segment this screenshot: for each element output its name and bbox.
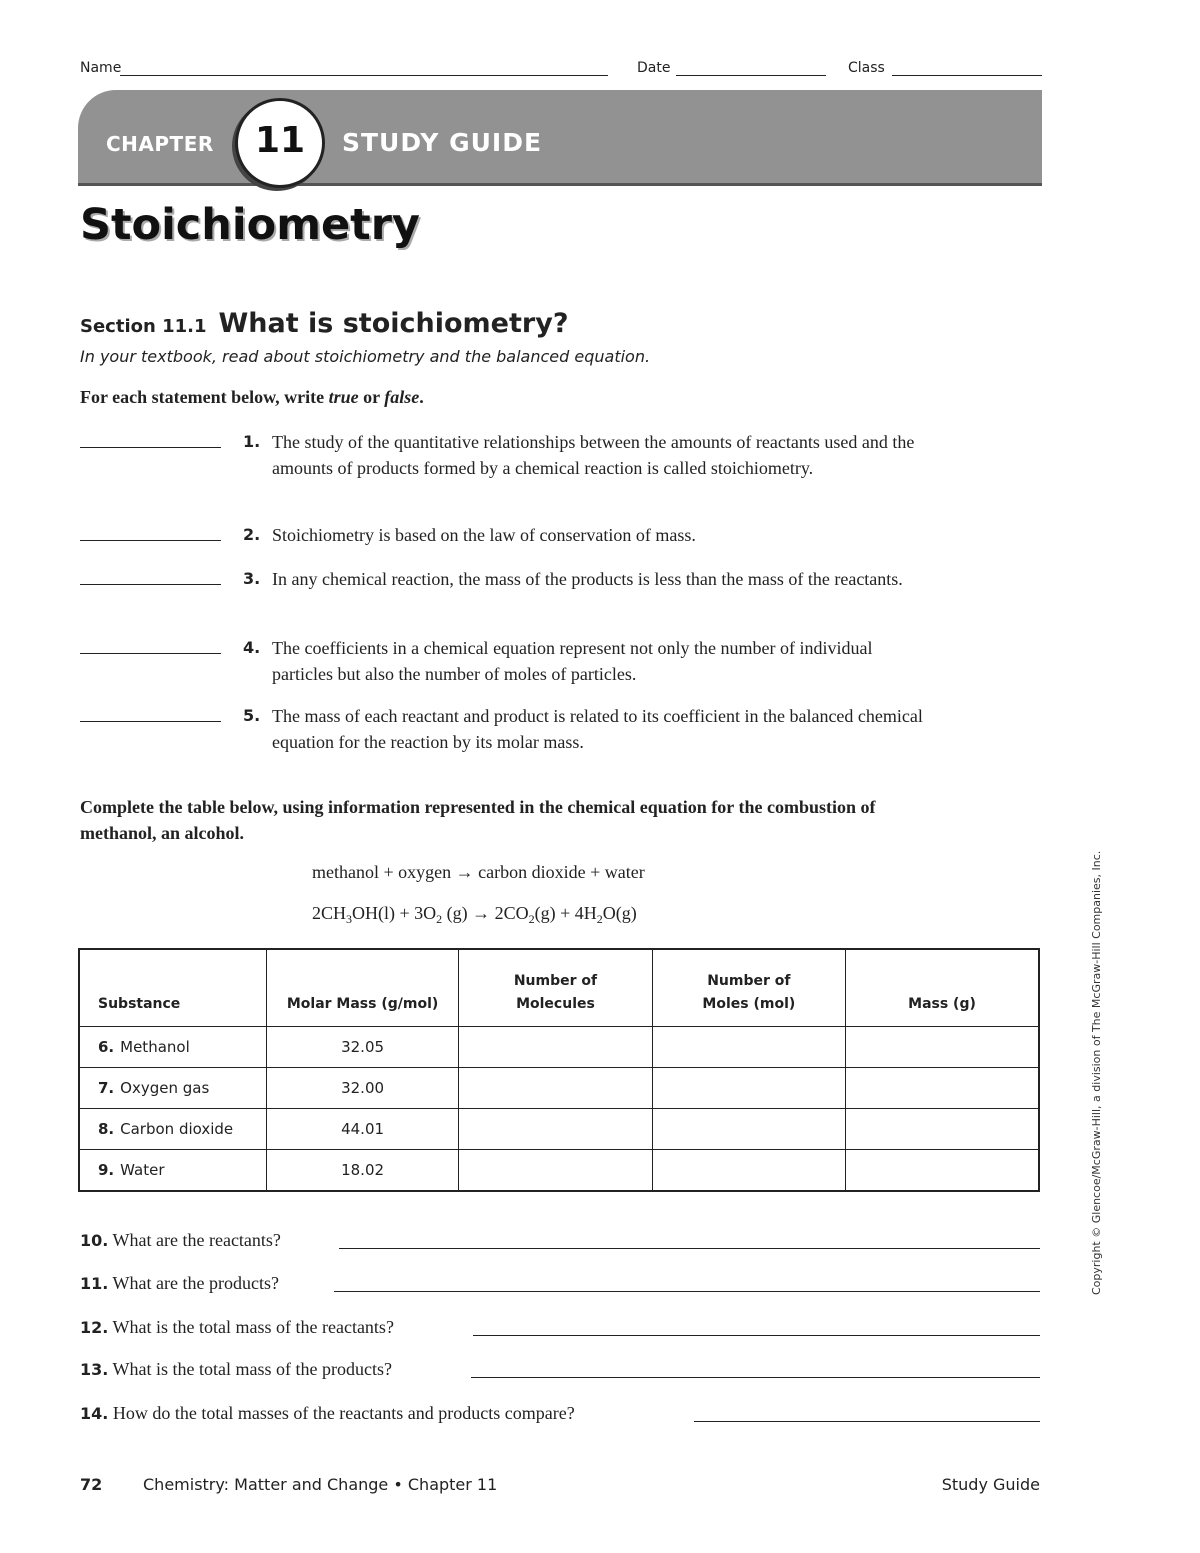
question <box>80 1359 1040 1383</box>
item-number: 1. <box>243 432 261 451</box>
answer-blank[interactable] <box>80 584 221 585</box>
question-number: 12. <box>80 1318 109 1337</box>
row-number: 9. <box>98 1161 115 1179</box>
class-label: Class <box>848 60 885 76</box>
question <box>80 1230 1040 1254</box>
chapter-number: 11 <box>254 120 306 161</box>
molar-mass-cell: 18.02 <box>266 1150 458 1192</box>
eq-part: (g) + 4H <box>534 903 597 923</box>
question-number: 11. <box>80 1274 109 1293</box>
answer-line[interactable] <box>473 1335 1040 1336</box>
class-field[interactable] <box>892 75 1042 76</box>
book-title: Chemistry: Matter and Change • Chapter 11 <box>143 1475 498 1494</box>
molecules-input-cell[interactable] <box>459 1150 652 1192</box>
molecules-input-cell[interactable] <box>459 1109 652 1150</box>
name-label: Name <box>80 60 122 76</box>
header-line: Number of <box>707 973 791 989</box>
substance-cell <box>79 1027 266 1068</box>
tf-false-word: false <box>384 387 420 407</box>
question-text: What are the products? <box>112 1273 279 1293</box>
question-number: 10. <box>80 1231 109 1250</box>
reading-instruction: In your textbook, read about stoichiometry and the balanced equation. <box>80 347 651 366</box>
question <box>80 1273 1040 1297</box>
substance-cell <box>79 1109 266 1150</box>
item-text: The coefficients in a chemical equation represent not only the number of individual particles but also the number of moles of particles. <box>272 638 873 684</box>
eq-part: O(g) <box>602 903 637 923</box>
tf-item <box>80 522 960 548</box>
header-line: Number of <box>513 973 598 989</box>
mass-input-cell[interactable] <box>846 1150 1039 1192</box>
item-number: 5. <box>243 706 261 725</box>
table-row <box>79 1150 1039 1192</box>
copyright-notice: Copyright © Glencoe/McGraw-Hill, a division of The McGraw-Hill Companies, Inc. <box>1090 850 1103 1295</box>
substance-name: Oxygen gas <box>120 1079 210 1097</box>
tf-item <box>80 703 960 755</box>
eq-part: 2CH <box>312 903 347 923</box>
answer-blank[interactable] <box>80 653 221 654</box>
tf-or-word: or <box>358 387 385 407</box>
item-text: Stoichiometry is based on the law of conservation of mass. <box>272 525 696 545</box>
answer-line[interactable] <box>339 1248 1040 1249</box>
header-line: Moles (mol) <box>702 996 796 1012</box>
mass-input-cell[interactable] <box>846 1068 1039 1109</box>
moles-input-cell[interactable] <box>652 1150 845 1192</box>
question <box>80 1317 1040 1341</box>
eq-part: OH(l) + 3O <box>352 903 437 923</box>
mass-input-cell[interactable] <box>846 1109 1039 1150</box>
substance-name: Water <box>120 1161 165 1179</box>
mass-input-cell[interactable] <box>846 1027 1039 1068</box>
tf-item <box>80 429 960 507</box>
row-number: 6. <box>98 1038 115 1056</box>
answer-line[interactable] <box>471 1377 1040 1378</box>
tf-instruction <box>80 387 424 408</box>
header-line: Molecules <box>516 996 595 1012</box>
item-text: The study of the quantitative relationships between the amounts of reactants used and the amounts of products formed by a chemical reaction is called stoichiometry. <box>272 432 915 478</box>
item-text: In any chemical reaction, the mass of the products is less than the mass of the reactants. <box>272 569 903 589</box>
table-row <box>79 1068 1039 1109</box>
answer-line[interactable] <box>334 1291 1040 1292</box>
tf-true-word: true <box>328 387 359 407</box>
page-number: 72 <box>80 1475 103 1494</box>
page-title: Stoichiometry <box>80 200 420 250</box>
date-label: Date <box>637 60 671 76</box>
eq-subscript: 3 <box>346 912 353 926</box>
header-moles <box>652 949 845 1027</box>
item-number: 3. <box>243 569 261 588</box>
substance-name: Carbon dioxide <box>120 1120 234 1138</box>
molar-mass-cell: 32.00 <box>266 1068 458 1109</box>
row-number: 8. <box>98 1120 115 1138</box>
student-info-line <box>80 58 1042 78</box>
tf-item <box>80 566 960 618</box>
answer-line[interactable] <box>694 1421 1040 1422</box>
item-number: 4. <box>243 638 261 657</box>
table-row <box>79 1109 1039 1150</box>
header-molecules <box>459 949 652 1027</box>
moles-input-cell[interactable] <box>652 1109 845 1150</box>
chapter-banner <box>78 90 1042 184</box>
answer-blank[interactable] <box>80 447 221 448</box>
header-molar-mass: Molar Mass (g/mol) <box>266 949 458 1027</box>
banner-rule <box>78 183 1042 186</box>
table-instruction: Complete the table below, using information represented in the chemical equation for the combustion of methanol, an alcohol. <box>80 797 876 843</box>
row-number: 7. <box>98 1079 115 1097</box>
molar-mass-cell: 44.01 <box>266 1109 458 1150</box>
eq-subscript: 2 <box>436 912 443 926</box>
substance-table <box>78 948 1040 1192</box>
header-substance: Substance <box>79 949 266 1027</box>
chapter-label: CHAPTER <box>106 132 214 156</box>
word-equation: methanol + oxygen → carbon dioxide + water <box>312 862 645 882</box>
question-text: What is the total mass of the products? <box>112 1359 392 1379</box>
table-row <box>79 1027 1039 1068</box>
eq-subscript: 2 <box>596 912 603 926</box>
date-field[interactable] <box>676 75 826 76</box>
answer-blank[interactable] <box>80 721 221 722</box>
question-text: How do the total masses of the reactants and products compare? <box>112 1403 575 1423</box>
eq-part: (g) → 2CO <box>442 903 529 923</box>
item-number: 2. <box>243 525 261 544</box>
section-title: What is stoichiometry? <box>218 308 569 339</box>
substance-cell <box>79 1068 266 1109</box>
item-text: The mass of each reactant and product is related to its coefficient in the balanced chemical equation for the reaction by its molar mass. <box>272 706 923 752</box>
tf-period: . <box>419 387 424 407</box>
molecules-input-cell[interactable] <box>459 1068 652 1109</box>
eq-subscript: 2 <box>528 912 535 926</box>
moles-input-cell[interactable] <box>652 1068 845 1109</box>
tf-instruction-prefix: For each statement below, write <box>80 387 329 407</box>
section-number: Section 11.1 <box>80 316 207 337</box>
moles-input-cell[interactable] <box>652 1027 845 1068</box>
substance-name: Methanol <box>120 1038 190 1056</box>
substance-cell <box>79 1150 266 1192</box>
footer-study-guide: Study Guide <box>941 1475 1040 1494</box>
table-header-row <box>79 949 1039 1027</box>
question-text: What are the reactants? <box>112 1230 281 1250</box>
formula-equation <box>312 903 637 924</box>
question-text: What is the total mass of the reactants? <box>112 1317 394 1337</box>
question-number: 14. <box>80 1404 109 1423</box>
question-number: 13. <box>80 1360 109 1379</box>
page-footer <box>80 1475 1040 1497</box>
question <box>80 1403 1040 1427</box>
molecules-input-cell[interactable] <box>459 1027 652 1068</box>
section-heading <box>80 308 568 339</box>
answer-blank[interactable] <box>80 540 221 541</box>
molar-mass-cell: 32.05 <box>266 1027 458 1068</box>
study-guide-label: STUDY GUIDE <box>342 128 543 157</box>
header-mass: Mass (g) <box>846 949 1039 1027</box>
name-field[interactable] <box>120 75 608 76</box>
tf-item <box>80 635 960 687</box>
